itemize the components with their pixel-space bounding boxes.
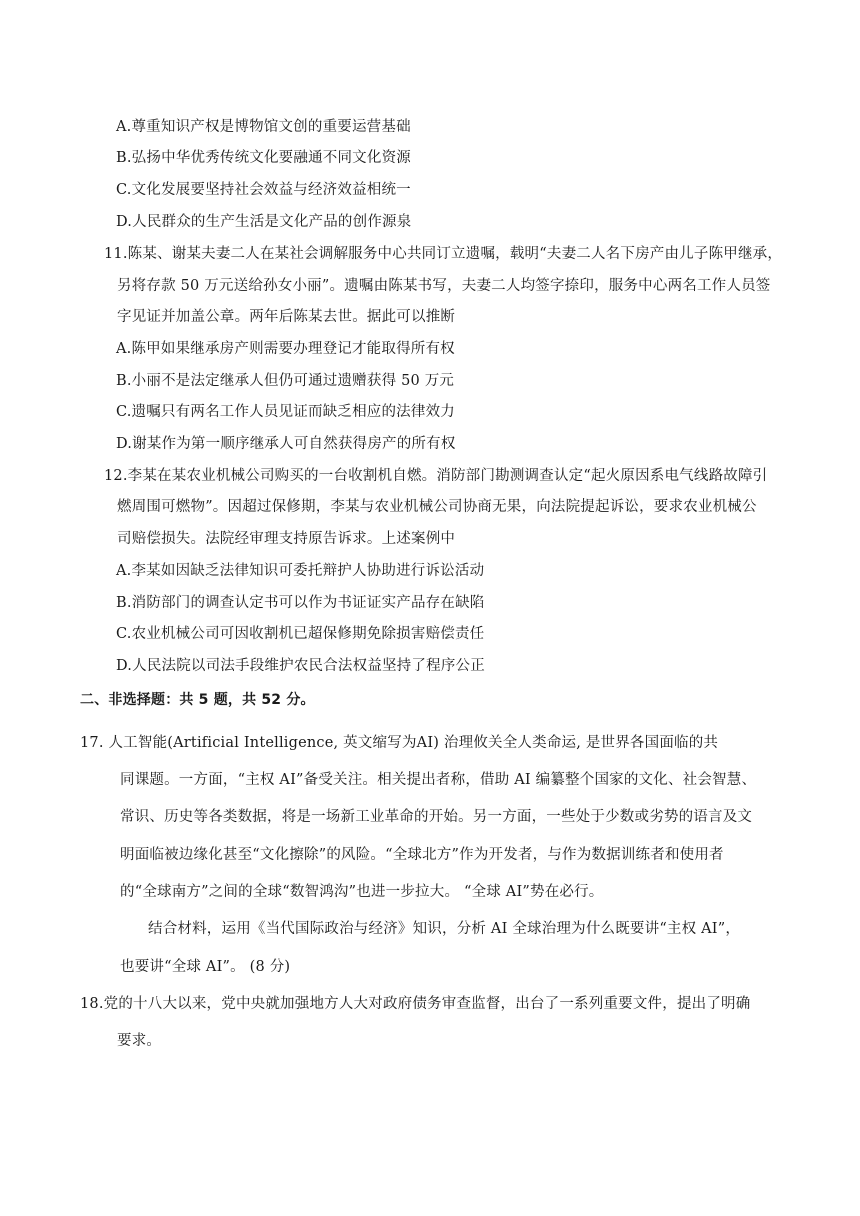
q18-line-2: 要求。 bbox=[117, 1033, 162, 1049]
q11-option-c: C.遗嘱只有两名工作人员见证而缺乏相应的法律效力 bbox=[116, 404, 455, 420]
q12-option-b: B.消防部门的调查认定书可以作为书证证实产品存在缺陷 bbox=[116, 595, 485, 611]
q11-stem-line-1: 11.陈某、谢某夫妻二人在某社会调解服务中心共同订立遗嘱，载明“夫妻二人名下房产由儿子陈甲继承， bbox=[104, 246, 783, 262]
q17-line-4: 明面临被边缘化甚至“文化擦除”的风险。“全球北方”作为开发者，与作为数据训练者和使用者 bbox=[120, 847, 724, 863]
section-title: 二、非选择题：共 5 题，共 52 分。 bbox=[80, 692, 315, 708]
q12-stem-line-2: 燃周围可燃物”。因超过保修期，李某与农业机械公司协商无果，向法院提起诉讼，要求农业机械公 bbox=[117, 499, 757, 515]
q12-option-a: A.李某如因缺乏法律知识可委托辩护人协助进行诉讼活动 bbox=[116, 563, 485, 579]
q10-option-a: A.尊重知识产权是博物馆文创的重要运营基础 bbox=[116, 119, 411, 135]
q10-option-b: B.弘扬中华优秀传统文化要融通不同文化资源 bbox=[116, 150, 411, 166]
q11-option-b: B.小丽不是法定继承人但仍可通过遗赠获得 50 万元 bbox=[116, 373, 455, 389]
q12-option-c: C.农业机械公司可因收割机已超保修期免除损害赔偿责任 bbox=[116, 626, 485, 642]
q17-prompt-line-1: 结合材料，运用《当代国际政治与经济》知识，分析 AI 全球治理为什么既要讲“主权 AI”， bbox=[148, 921, 741, 937]
q17-prompt-line-2: 也要讲“全球 AI”。 (8 分) bbox=[120, 959, 291, 975]
q17-line-2: 同课题。一方面，“主权 AI”备受关注。相关提出者称，借助 AI 编纂整个国家的文化、社会智慧、 bbox=[120, 772, 757, 788]
q17-line-5: 的“全球南方”之间的全球“数智鸿沟”也进一步拉大。 “全球 AI”势在必行。 bbox=[120, 884, 604, 900]
q11-stem-line-2: 另将存款 50 万元送给孙女小丽”。遗嘱由陈某书写，夫妻二人均签字捺印，服务中心两名工作人员签 bbox=[117, 278, 771, 294]
q18-line-1: 18.党的十八大以来，党中央就加强地方人大对政府债务审查监督，出台了一系列重要文件，提出了明确 bbox=[80, 996, 751, 1012]
q12-option-d: D.人民法院以司法手段维护农民合法权益坚持了程序公正 bbox=[116, 658, 485, 674]
q11-option-d: D.谢某作为第一顺序继承人可自然获得房产的所有权 bbox=[116, 436, 456, 452]
q10-option-c: C.文化发展要坚持社会效益与经济效益相统一 bbox=[116, 182, 411, 198]
q11-stem-line-3: 字见证并加盖公章。两年后陈某去世。据此可以推断 bbox=[117, 309, 456, 325]
q17-line-1: 17. 人工智能(Artificial Intelligence, 英文缩写为AI) 治理攸关全人类命运, 是世界各国面临的共 bbox=[80, 735, 719, 751]
q10-option-d: D.人民群众的生产生活是文化产品的创作源泉 bbox=[116, 214, 412, 230]
q12-stem-line-1: 12.李某在某农业机械公司购买的一台收割机自燃。消防部门勘测调查认定“起火原因系电气线路故障引 bbox=[104, 468, 768, 484]
q17-line-3: 常识、历史等各类数据，将是一场新工业革命的开始。另一方面，一些处于少数或劣势的语言及文 bbox=[120, 809, 753, 825]
q12-stem-line-3: 司赔偿损失。法院经审理支持原告诉求。上述案例中 bbox=[117, 531, 456, 547]
q11-option-a: A.陈甲如果继承房产则需要办理登记才能取得所有权 bbox=[116, 341, 455, 357]
